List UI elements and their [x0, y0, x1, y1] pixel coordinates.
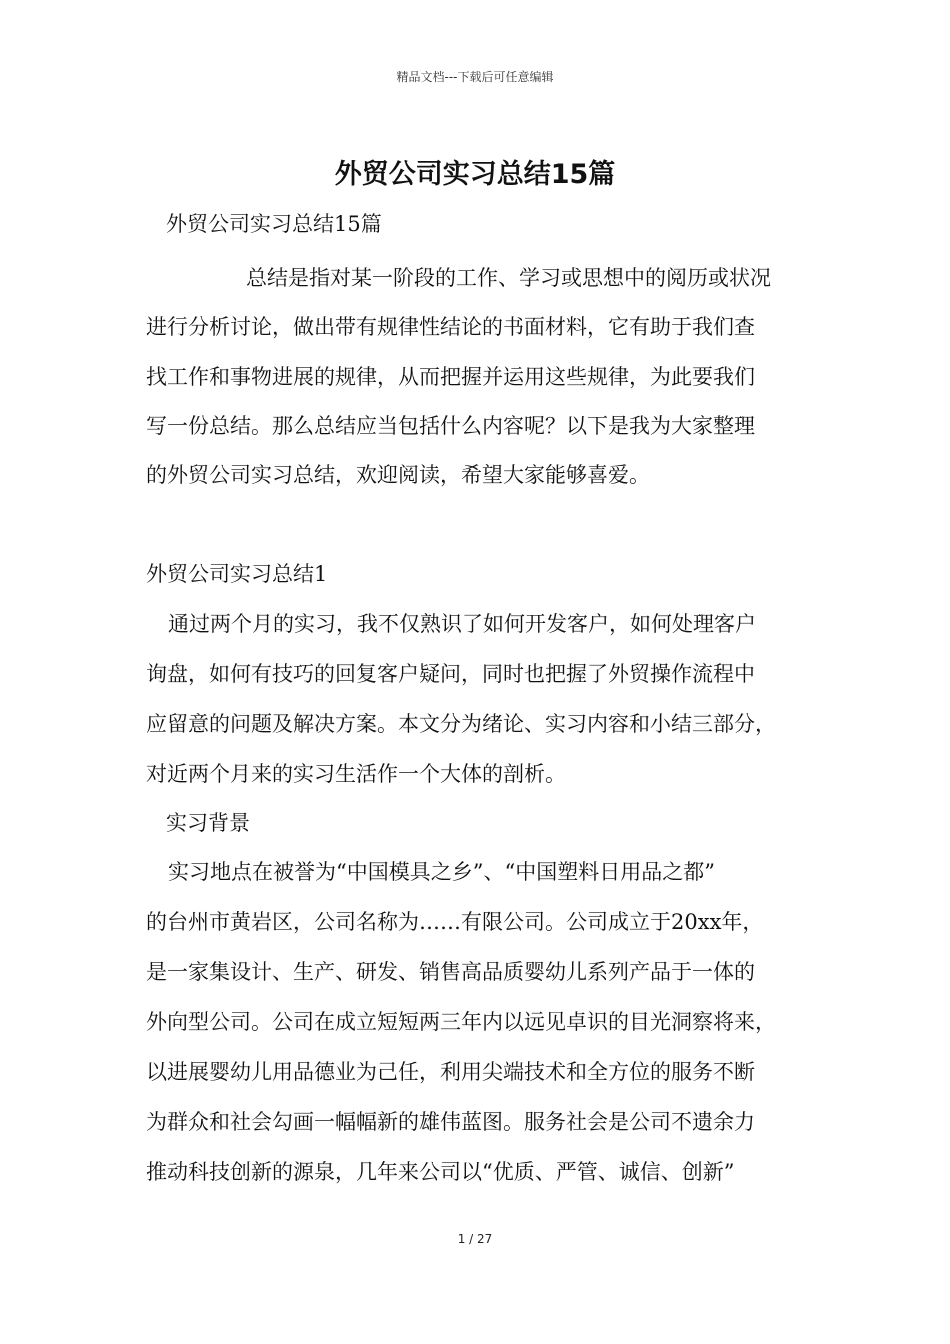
paragraph-line: 进行分析讨论，做出带有规律性结论的书面材料，它有助于我们查	[146, 315, 755, 339]
paragraph-line: 以进展婴幼儿用品德业为己任，利用尖端技术和全方位的服务不断	[146, 1060, 755, 1084]
paragraph-line: 实习地点在被誉为“中国模具之乡”、“中国塑料日用品之都”	[168, 860, 715, 884]
page-header: 精品文档---下载后可任意编辑	[396, 70, 554, 84]
paragraph-line: 的台州市黄岩区，公司名称为……有限公司。公司成立于20xx年，	[146, 910, 764, 934]
paragraph-line: 询盘，如何有技巧的回复客户疑问，同时也把握了外贸操作流程中	[146, 662, 755, 686]
paragraph-line: 对近两个月来的实习生活作一个大体的剖析。	[146, 762, 566, 786]
paragraph-line: 为群众和社会勾画一幅幅新的雄伟蓝图。服务社会是公司不遗余力	[146, 1110, 755, 1134]
section-heading: 外贸公司实习总结1	[146, 562, 328, 586]
page-number: 1 / 27	[457, 1232, 493, 1246]
paragraph-line: 是一家集设计、生产、研发、销售高品质婴幼儿系列产品于一体的	[146, 960, 755, 984]
paragraph-line: 总结是指对某一阶段的工作、学习或思想中的阅历或状况	[246, 266, 771, 290]
subtitle: 外贸公司实习总结15篇	[166, 212, 382, 236]
subsection-heading: 实习背景	[166, 811, 250, 835]
paragraph-line: 写一份总结。那么总结应当包括什么内容呢？以下是我为大家整理	[146, 414, 755, 438]
paragraph-line: 的外贸公司实习总结，欢迎阅读，希望大家能够喜爱。	[146, 463, 650, 487]
paragraph-line: 推动科技创新的源泉，几年来公司以“优质、严管、诚信、创新”	[146, 1160, 735, 1184]
document-title: 外贸公司实习总结15篇	[334, 159, 616, 190]
paragraph-line: 找工作和事物进展的规律，从而把握并运用这些规律，为此要我们	[146, 365, 755, 389]
paragraph-line: 通过两个月的实习，我不仅熟识了如何开发客户，如何处理客户	[168, 612, 756, 636]
paragraph-line: 应留意的问题及解决方案。本文分为绪论、实习内容和小结三部分，	[146, 712, 776, 736]
paragraph-line: 外向型公司。公司在成立短短两三年内以远见卓识的目光洞察将来，	[146, 1010, 776, 1034]
